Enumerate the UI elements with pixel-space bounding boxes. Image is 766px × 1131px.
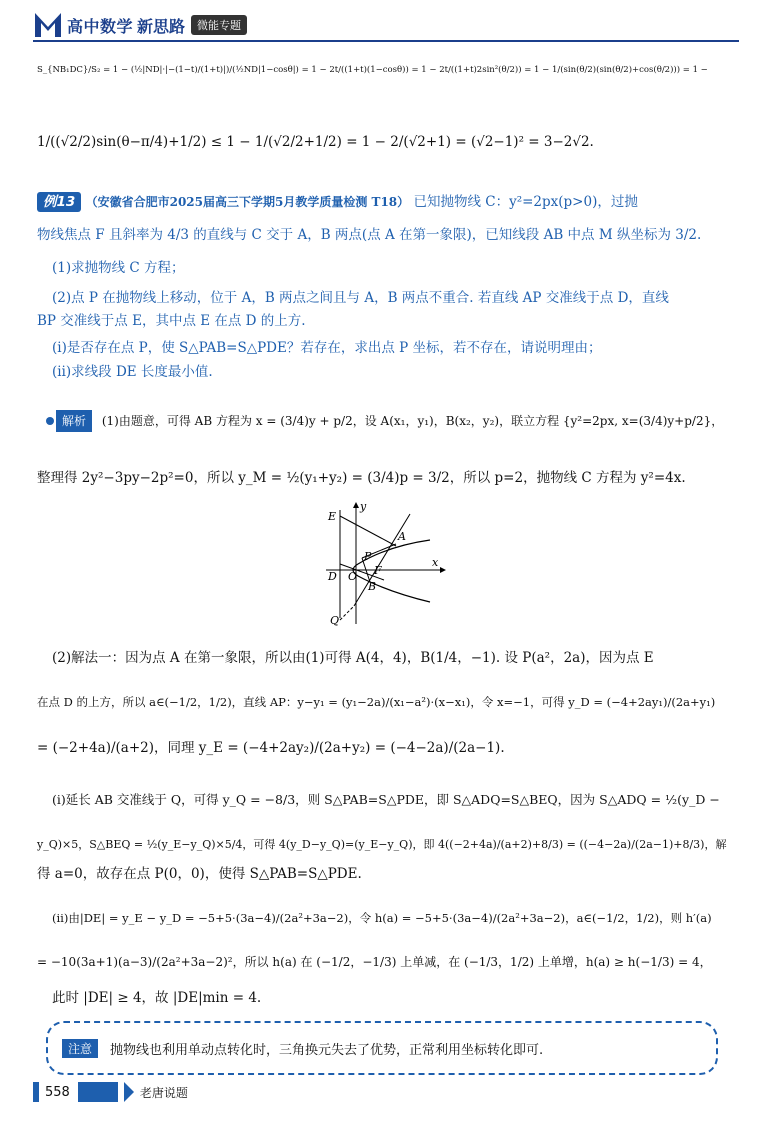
- solution-text-11: 此时 |DE| ≥ 4，故 |DE|min = 4.: [52, 990, 262, 1006]
- solution-text-6: (ⅰ)延长 AB 交准线于 Q，可得 y_Q = −8/3，则 S△PAB=S△PDE，即 S△ADQ=S△BEQ，因为 S△ADQ = ½(y_D −: [52, 792, 720, 807]
- header-rule: [33, 40, 739, 42]
- label-f: F: [374, 564, 382, 577]
- solution-text-9: (ⅱ)由|DE| = y_E − y_D = −5+5·(3a−4)/(2a²+3a−2)，令 h(a) = −5+5·(3a−4)/(2a²+3a−2)，a∈(−1/2，1/2)，则 h′(a): [52, 911, 712, 925]
- example-stem-2: 物线焦点 F 且斜率为 4/3 的直线与 C 交于 A，B 两点(点 A 在第一象限)，已知线段 AB 中点 M 纵坐标为 3/2.: [37, 227, 702, 243]
- label-d: D: [328, 570, 337, 583]
- label-a: A: [398, 530, 406, 543]
- bullet-icon: [46, 417, 54, 425]
- solution-text-1: (1)由题意，可得 AB 方程为 x = (3/4)y + p/2，设 A(x₁，y₁)，B(x₂，y₂)，联立方程 {y²=2px, x=(3/4)y+p/2}，: [101, 414, 724, 428]
- brand-title: 高中数学: [67, 16, 134, 36]
- question-2i: (ⅰ)是否存在点 P，使 S△PAB=S△PDE？若存在，求出点 P 坐标，若不存在，请说明理由；: [52, 340, 602, 356]
- y-axis-arrow: [353, 502, 359, 508]
- note-text: 抛物线也利用单动点转化时，三角换元失去了优势，正常利用坐标转化即可.: [110, 1042, 544, 1058]
- solution-text-5: = (−2+4a)/(a+2)，同理 y_E = (−4+2ay₂)/(2a+y₂) = (−4−2a)/(2a−1).: [37, 740, 505, 756]
- solution-label-text: 解析: [56, 410, 92, 432]
- question-2b: BP 交准线于点 E，其中点 E 在点 D 的上方.: [37, 313, 306, 329]
- math-line-2: 1/((√2/2)sin(θ−π/4)+1/2) ≤ 1 − 1/(√2/2+1/2) = 1 − 2/(√2+1) = (√2−1)² = 3−2√2.: [37, 134, 594, 150]
- solution-label: [46, 410, 92, 432]
- line-ep: [340, 516, 396, 546]
- line-ab-extension: [340, 606, 354, 620]
- label-q: Q: [330, 614, 340, 627]
- solution-text-7: y_Q)×5，S△BEQ = ½(y_E−y_Q)×5/4，可得 4(y_D−y_Q)=(y_E−y_Q)，即 4((−2+4a)/(a+2)+8/3) = ((−4−2a)/(2a−1)+8/3)，解: [37, 838, 727, 851]
- question-2a: (2)点 P 在抛物线上移动，位于 A，B 两点之间且与 A，B 两点不重合. 若直线 AP 交准线于点 D，直线: [52, 290, 669, 306]
- question-2ii: (ⅱ)求线段 DE 长度最小值.: [52, 364, 213, 380]
- question-1: (1)求抛物线 C 方程；: [52, 260, 185, 276]
- page-footer: [33, 1081, 188, 1103]
- label-e: E: [328, 510, 337, 523]
- note-box: [46, 1021, 718, 1075]
- label-b: B: [368, 580, 377, 593]
- example-source: （安徽省合肥市2025届高三下学期5月教学质量检测 T18）: [85, 195, 410, 209]
- topic-badge: 微能专题: [191, 15, 247, 35]
- footer-name: 老唐说题: [139, 1085, 188, 1100]
- math-line-1: S_{NB₁DC}/S₂ = 1 − (½|ND|·|−(1−t)/(1+t)|)/(½ND|1−cosθ|) = 1 − 2t/((1+t)(1−cosθ)) = 1 − 2t/((1+t)2sin²(θ/2)) = 1 − 1/(sin(θ/2)(sin(θ/2)+cos(θ/2))) = 1 −: [37, 65, 708, 75]
- solution-text-2: 整理得 2y²−3py−2p²=0，所以 y_M = ½(y₁+y₂) = (3/4)p = 3/2，所以 p=2，抛物线 C 方程为 y²=4x.: [37, 470, 686, 486]
- label-y: y: [360, 500, 367, 513]
- x-axis-arrow: [440, 567, 446, 573]
- parabola-figure: [318, 500, 448, 628]
- solution-text-4: 在点 D 的上方，所以 a∈(−1/2，1/2)，直线 AP：y−y₁ = (y₁−2a)/(x₁−a²)·(x−x₁)，令 x=−1，可得 y_D = (−4+2ay₁)/(2a+y₁): [37, 695, 716, 709]
- example-stem-1: 已知抛物线 C：y²=2px(p>0)，过抛: [413, 194, 638, 210]
- example-badge: 例13: [37, 192, 81, 212]
- example-stem-line-1: [37, 192, 638, 212]
- label-p: P: [364, 550, 372, 563]
- page-number: 558: [45, 1084, 70, 1100]
- logo-icon: [33, 11, 63, 39]
- brand-subtitle: 新思路: [137, 16, 186, 36]
- note-tag: 注意: [62, 1039, 98, 1058]
- solution-line-1: [46, 410, 723, 432]
- solution-text-3: (2)解法一：因为点 A 在第一象限，所以由(1)可得 A(4，4)，B(1/4，−1). 设 P(a²，2a)，因为点 E: [52, 650, 654, 666]
- solution-text-8: 得 a=0，故存在点 P(0，0)，使得 S△PAB=S△PDE.: [37, 866, 362, 882]
- page-header: [33, 10, 247, 40]
- label-o: O: [348, 570, 358, 583]
- footer-bar: [33, 1082, 39, 1102]
- footer-block: [78, 1082, 118, 1102]
- label-x: x: [432, 556, 439, 569]
- footer-arrow-icon: [124, 1082, 134, 1102]
- solution-text-10: = −10(3a+1)(a−3)/(2a²+3a−2)²，所以 h(a) 在 (−1/2，−1/3) 上单减，在 (−1/3，1/2) 上单增，h(a) ≥ h(−1/3) = 4，: [37, 955, 712, 969]
